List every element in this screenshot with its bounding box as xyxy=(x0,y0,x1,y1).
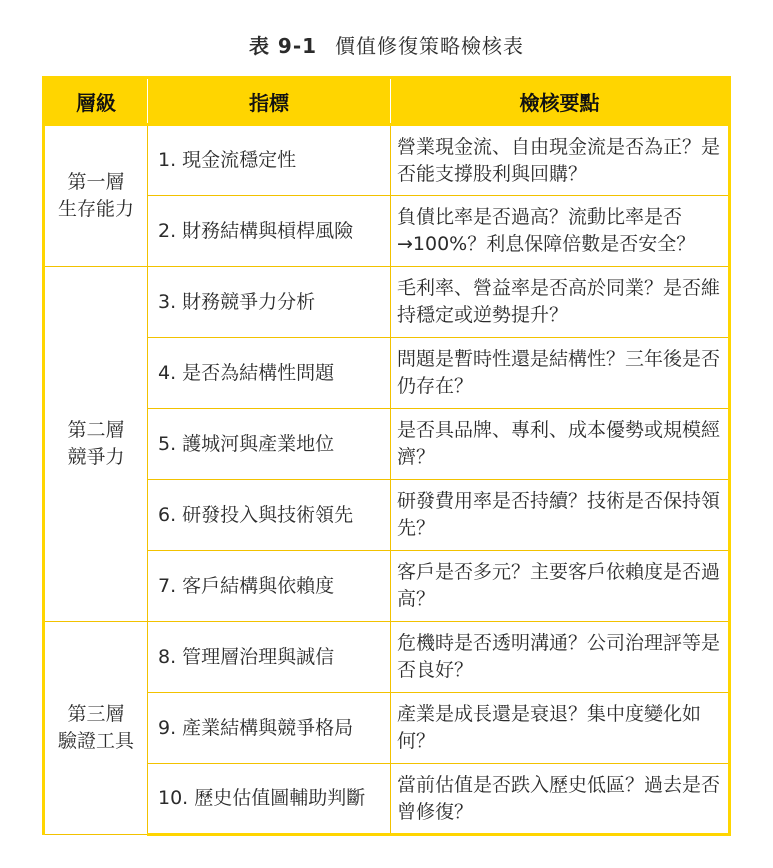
points-cell: 營業現金流、自由現金流是否為正？是否能支撐股利與回購？ xyxy=(391,125,730,196)
indicator-cell: 10. 歷史估值圖輔助判斷 xyxy=(148,764,391,835)
indicator-cell: 7. 客戶結構與依賴度 xyxy=(148,551,391,622)
header-row xyxy=(44,78,730,125)
points-cell: 負債比率是否過高？流動比率是否→100%？利息保障倍數是否安全？ xyxy=(391,196,730,267)
indicator-cell: 9. 產業結構與競爭格局 xyxy=(148,693,391,764)
indicator-cell: 4. 是否為結構性問題 xyxy=(148,338,391,409)
level-label: 第三層 xyxy=(67,703,125,725)
table-title xyxy=(0,30,773,59)
level-cell-1 xyxy=(44,125,148,267)
level-label: 第一層 xyxy=(67,171,125,193)
points-cell: 危機時是否透明溝通？公司治理評等是否良好？ xyxy=(391,622,730,693)
header-points: 檢核要點 xyxy=(391,78,730,125)
points-cell: 客戶是否多元？主要客戶依賴度是否過高？ xyxy=(391,551,730,622)
checklist-table xyxy=(42,76,731,836)
header-indicator: 指標 xyxy=(148,78,391,125)
points-cell: 當前估值是否跌入歷史低區？過去是否曾修復？ xyxy=(391,764,730,835)
table-number: 表 9-1 xyxy=(248,34,318,58)
level-label: 第二層 xyxy=(67,419,125,441)
indicator-cell: 8. 管理層治理與誠信 xyxy=(148,622,391,693)
indicator-cell: 3. 財務競爭力分析 xyxy=(148,267,391,338)
points-cell: 是否具品牌、專利、成本優勢或規模經濟？ xyxy=(391,409,730,480)
indicator-cell: 5. 護城河與產業地位 xyxy=(148,409,391,480)
points-cell: 研發費用率是否持續？技術是否保持領先？ xyxy=(391,480,730,551)
indicator-cell: 2. 財務結構與槓桿風險 xyxy=(148,196,391,267)
table-row xyxy=(44,267,730,338)
points-cell: 問題是暫時性還是結構性？三年後是否仍存在？ xyxy=(391,338,730,409)
level-label: 驗證工具 xyxy=(57,730,134,752)
points-cell: 毛利率、營益率是否高於同業？是否維持穩定或逆勢提升？ xyxy=(391,267,730,338)
table-row xyxy=(44,125,730,196)
level-label: 競爭力 xyxy=(67,446,125,468)
table-name: 價值修復策略檢核表 xyxy=(335,34,525,58)
indicator-cell: 1. 現金流穩定性 xyxy=(148,125,391,196)
level-cell-3 xyxy=(44,622,148,835)
level-cell-2 xyxy=(44,267,148,622)
indicator-cell: 6. 研發投入與技術領先 xyxy=(148,480,391,551)
header-level: 層級 xyxy=(44,78,148,125)
points-cell: 產業是成長還是衰退？集中度變化如何？ xyxy=(391,693,730,764)
table-row xyxy=(44,622,730,693)
level-label: 生存能力 xyxy=(57,198,134,220)
